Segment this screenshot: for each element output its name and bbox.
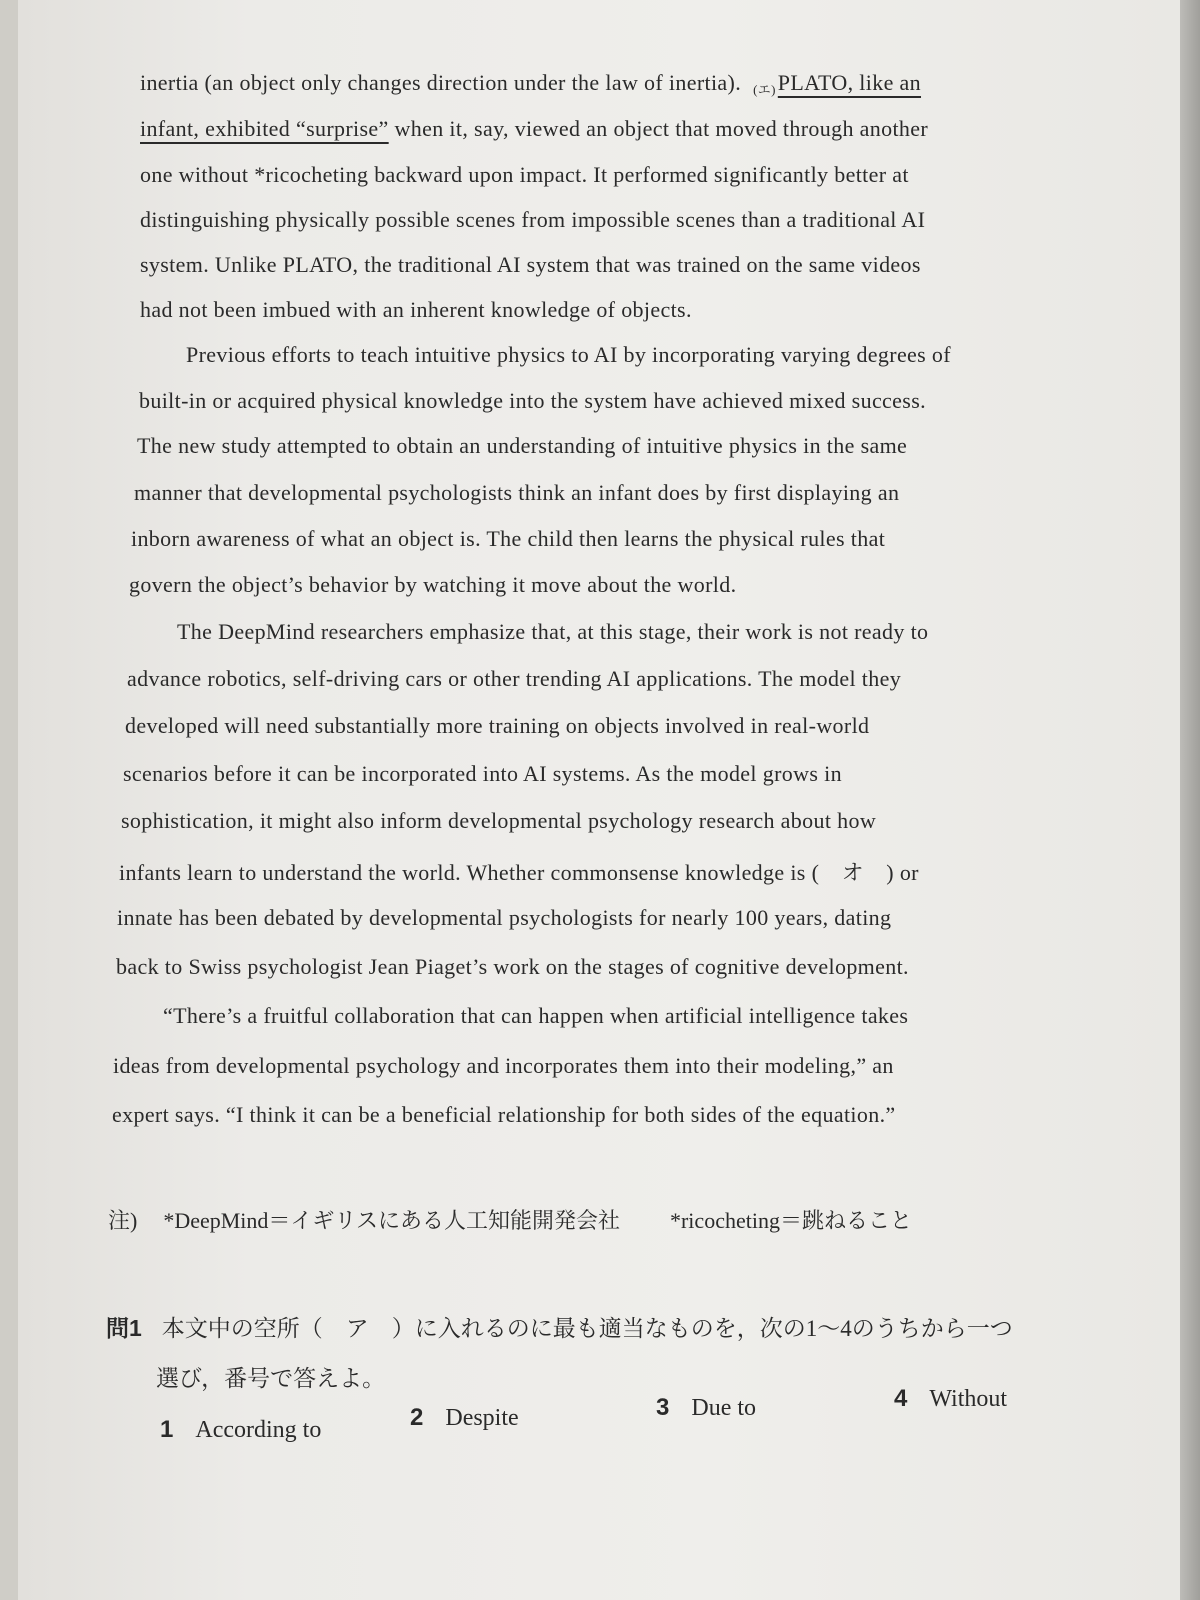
choice-4[interactable]: 4 Without	[894, 1385, 1008, 1412]
text-line: sophistication, it might also inform developmental psychology research about how	[121, 808, 877, 833]
text-line: scenarios before it can be incorporated into AI systems. As the model grows in	[123, 761, 842, 786]
underline-marker: (エ)	[753, 82, 776, 97]
text-line: govern the object’s behavior by watching it move about the world.	[129, 572, 737, 597]
underlined-text: PLATO, like an	[777, 70, 922, 95]
text-line: built-in or acquired physical knowledge into the system have achieved mixed success.	[139, 388, 926, 413]
choice-1[interactable]: 1 According to	[160, 1416, 322, 1443]
text-line: The new study attempted to obtain an understanding of intuitive physics in the same	[137, 433, 908, 458]
text-line: system. Unlike PLATO, the traditional AI system that was trained on the same videos	[140, 252, 921, 277]
text-line: one without *ricocheting backward upon impact. It performed significantly better at	[140, 162, 909, 187]
text-line: inertia (an object only changes direction under the law of inertia). (エ)PLATO, like an	[140, 70, 922, 97]
choice-2[interactable]: 2 Despite	[410, 1404, 519, 1431]
choice-3[interactable]: 3 Due to	[656, 1394, 757, 1421]
text-line: back to Swiss psychologist Jean Piaget’s work on the stages of cognitive development.	[116, 954, 909, 979]
text-line: distinguishing physically possible scenes from impossible scenes than a traditional AI	[140, 207, 926, 232]
text-line: Previous efforts to teach intuitive physics to AI by incorporating varying degrees of	[186, 342, 951, 367]
text-line: ideas from developmental psychology and incorporates them into their modeling,” an	[113, 1053, 894, 1078]
page-edge	[1180, 0, 1200, 1600]
text-line: expert says. “I think it can be a beneficial relationship for both sides of the equation.”	[112, 1102, 896, 1127]
question-1: 問1 本文中の空所（ ア ）に入れるのに最も適当なものを，次の1～4のうちから一つ	[106, 1315, 1013, 1341]
text-line: The DeepMind researchers emphasize that, at this stage, their work is not ready to	[177, 619, 929, 644]
text-line: developed will need substantially more training on objects involved in real-world	[125, 713, 870, 738]
text-line: “There’s a fruitful collaboration that can happen when artificial intelligence takes	[163, 1003, 909, 1028]
text-line: inborn awareness of what an object is. The child then learns the physical rules that	[131, 526, 886, 551]
text-line: infant, exhibited “surprise” when it, say, viewed an object that moved through another	[140, 116, 929, 141]
text-line: manner that developmental psychologists think an infant does by first displaying an	[134, 480, 900, 505]
footnote: 注) *DeepMind＝イギリスにある人工知能開発会社 *ricocheting＝跳ねること	[108, 1208, 912, 1233]
question-1-cont: 選び，番号で答えよ。	[156, 1366, 386, 1391]
underlined-text: infant, exhibited “surprise”	[140, 116, 389, 141]
blank-o: ( オ )	[811, 860, 894, 885]
text-line: infants learn to understand the world. Whether commonsense knowledge is ( オ ) or	[119, 856, 919, 887]
text-line: had not been imbued with an inherent knowledge of objects.	[140, 297, 692, 322]
text-line: innate has been debated by developmental psychologists for nearly 100 years, dating	[117, 905, 892, 930]
text-line: advance robotics, self-driving cars or other trending AI applications. The model they	[127, 666, 902, 691]
